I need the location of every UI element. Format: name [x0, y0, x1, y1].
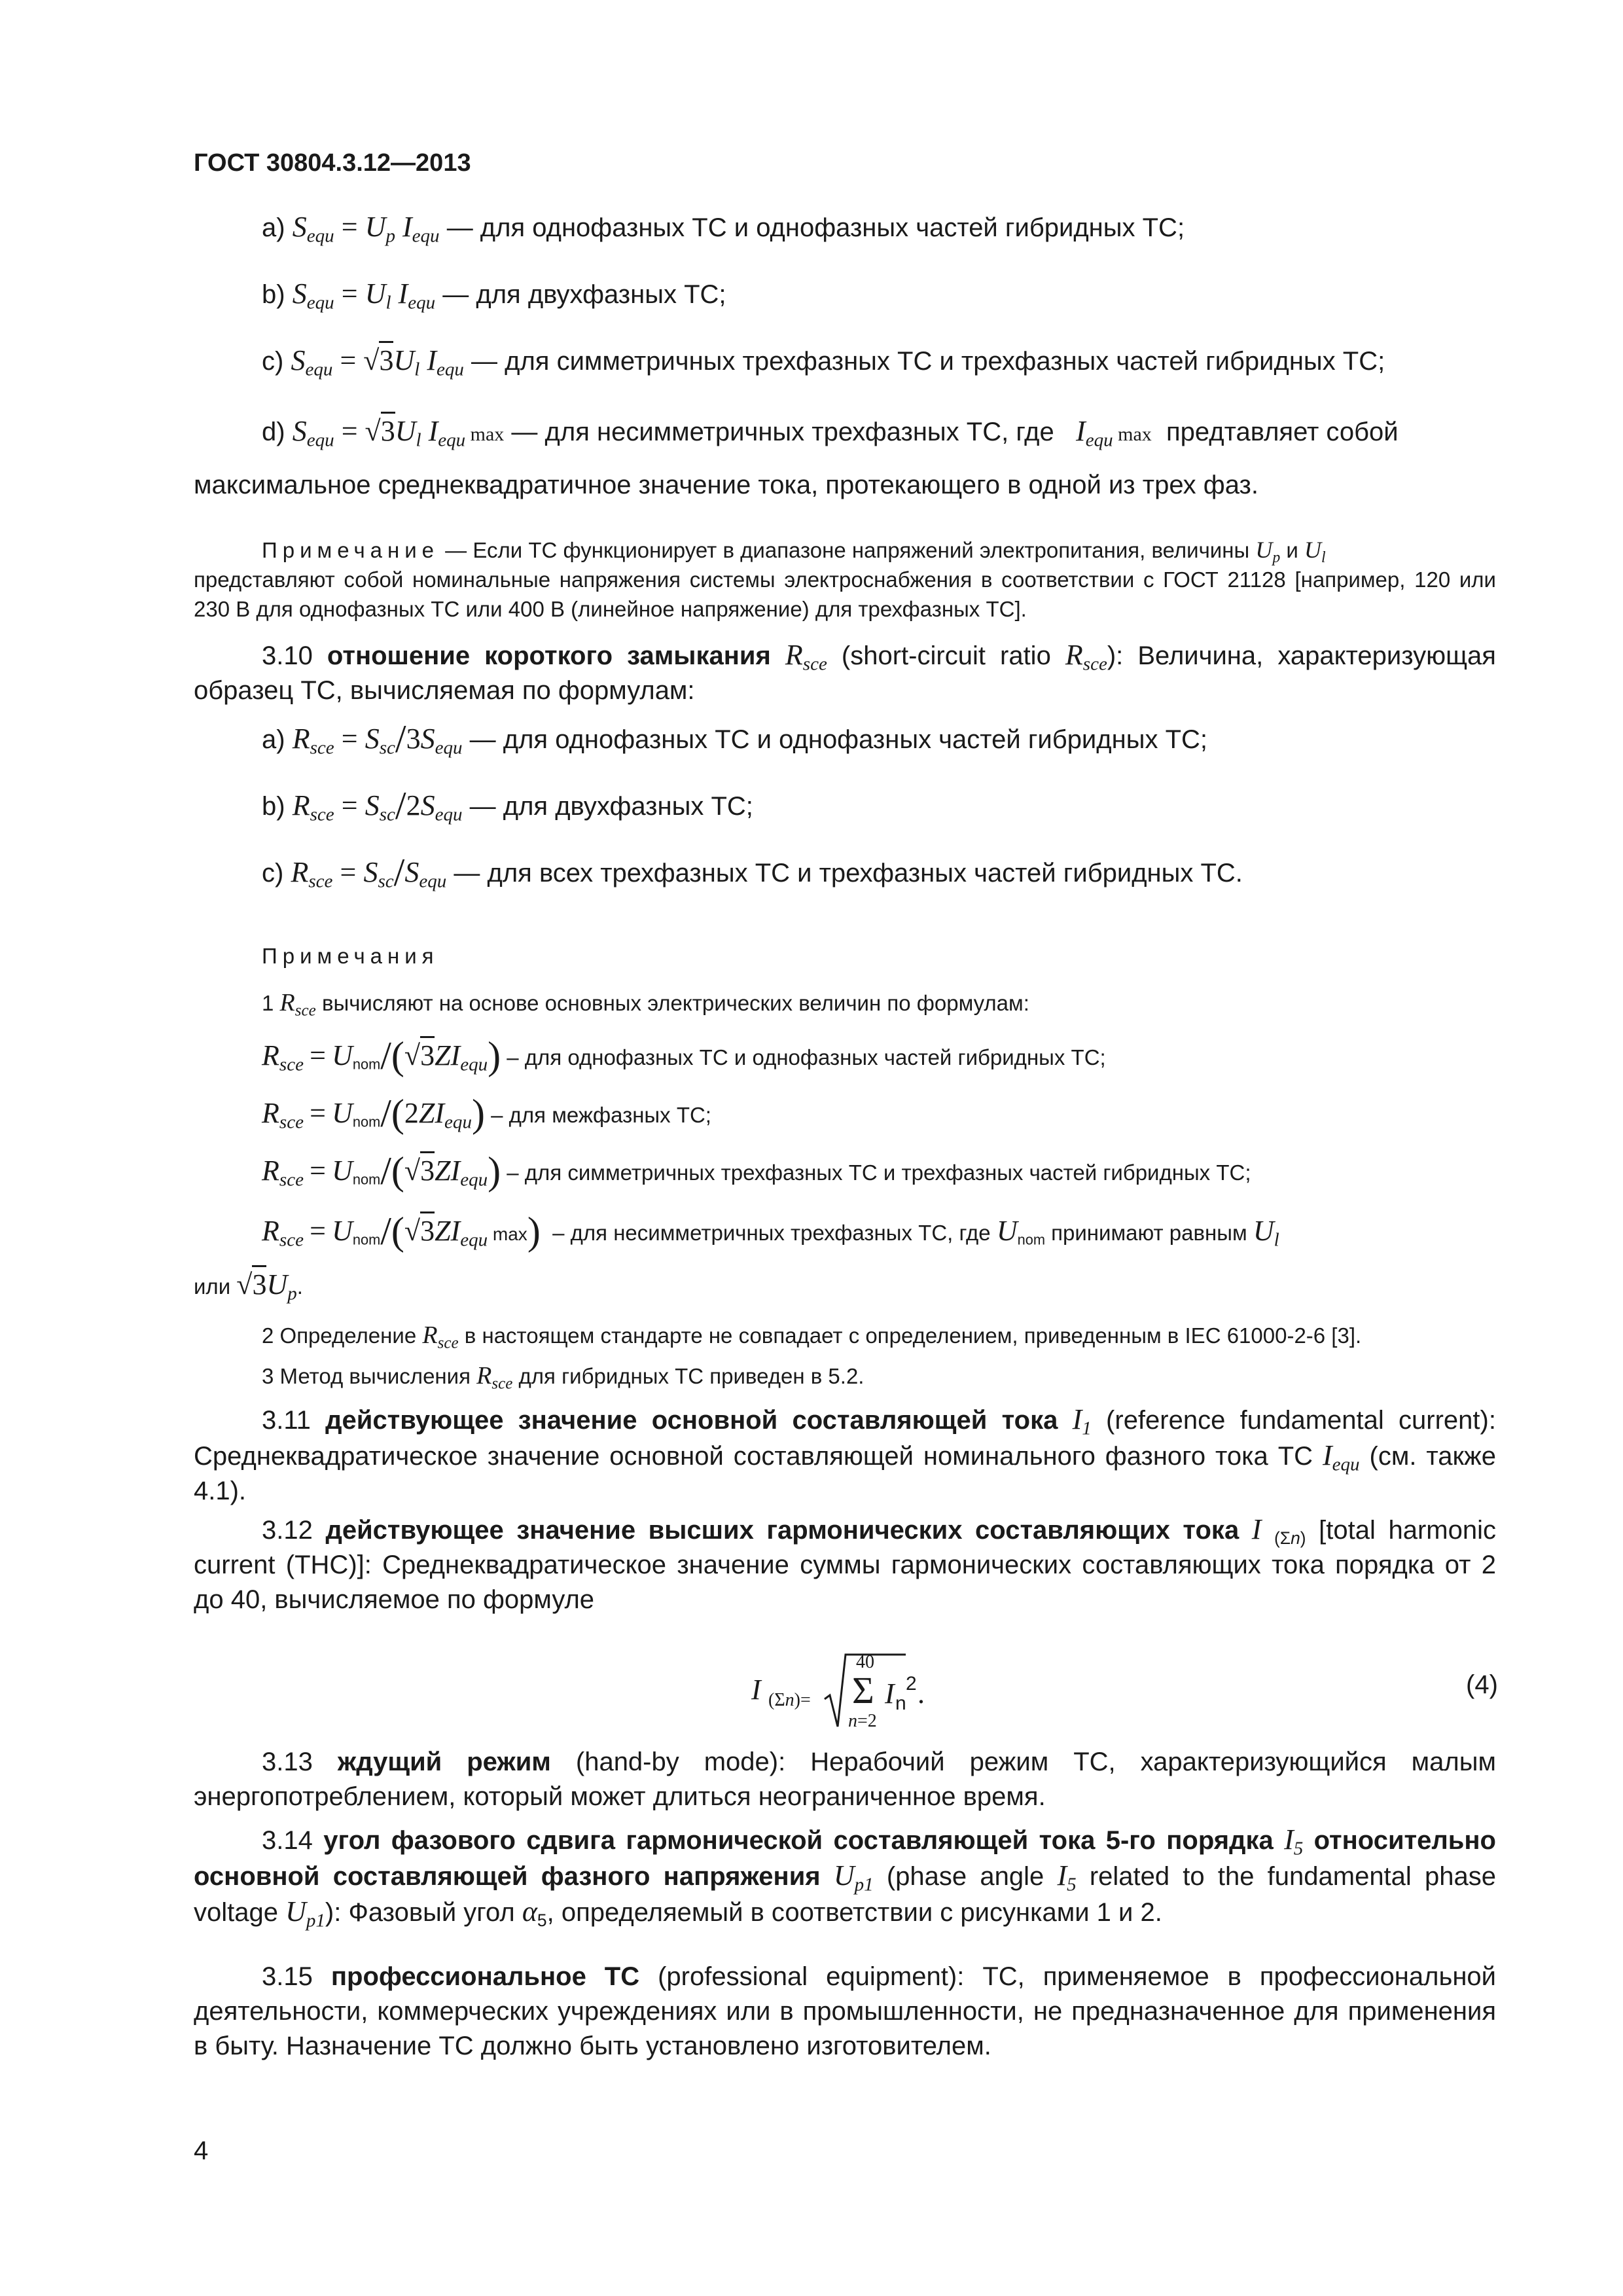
formula-r-c: c) $R_{sce} = S_{sc}/S_{equ}$ — для всех трехфазных ТС и трехфазных частей гибридных ТС. — [262, 851, 1243, 894]
svg-text:40: 40 — [856, 1652, 874, 1672]
section-3-14: 3.14 угол фазового сдвига гармонической составляющей тока 5-го порядка $I_5$ относительно основной составляющей фазного напряжения $U_{p1}$ (phase angle $I_5$ related to the fundamental phase voltage $U_{p1}$): Фазовый угол $\alpha_5$, определяемый в соответствии с рисунками 1 и 2. — [194, 1823, 1496, 1931]
term-3-14: угол фазового сдвига гармонической составляющей тока 5-го порядка — [323, 1826, 1274, 1855]
svg-text:n: n — [895, 1693, 906, 1714]
equation-4-number: (4) — [1466, 1670, 1498, 1699]
formula-r-b: b) $R_{sce} = S_{sc}/2S_{equ}$ — для двухфазных ТС; — [262, 784, 753, 827]
term-3-11: действующее значение основной составляющей тока — [325, 1406, 1058, 1435]
section-3-13: 3.13 ждущий режим (hand-by mode): Нерабочий режим ТС, характеризующийся малым энергопотреблением, который может длиться неограниченное время. — [194, 1748, 1496, 1811]
note-3: 3 Метод вычисления $R_{sce}$ для гибридных ТС приведен в 5.2. — [262, 1362, 865, 1393]
svg-text:I: I — [885, 1677, 895, 1710]
term-3-13: ждущий режим — [337, 1748, 551, 1776]
svg-text:(Σn)=: (Σn)= — [768, 1690, 811, 1710]
formula-d: d) $S_{equ} = √3U_l$ $I_{equ}$ max — для несимметричных трехфазных ТС, где $I_{equ}$ max предтавляет собой — [262, 415, 1496, 451]
term-3-12: действующее значение высших гармонических составляющих тока — [325, 1516, 1240, 1545]
term-3-10: отношение короткого замыкания — [327, 641, 771, 670]
svg-text:I: I — [751, 1674, 761, 1706]
formula-d-text: — для несимметричных трехфазных ТС, где — [511, 418, 1054, 446]
running-header: ГОСТ 30804.3.12—2013 — [194, 149, 471, 177]
section-3-15: 3.15 профессиональное ТС (professional equipment): ТС, применяемое в профессиональной деятельности, коммерческих учреждениях или в промышленности, не предназначенное для применения в быту. Назначение ТС должно быть установлено изготовителем. — [194, 1962, 1496, 2060]
paragraph-d-continuation: максимальное среднеквадратичное значение тока, протекающего в одной из трех фаз. — [194, 471, 1258, 499]
section-3-12: 3.12 действующее значение высших гармонических составляющих тока I $_{(\Sigma n)}$ [total harmonic current (THC)]: Среднеквадратическое значение суммы гармонических составляющих тока порядка от 2 до 40, вычисляемое по формуле — [194, 1513, 1496, 1614]
svg-text:Σ: Σ — [852, 1669, 874, 1712]
note-1: 1 $R_{sce}$ вычисляют на основе основных электрических величин по формулам: — [262, 989, 1029, 1020]
note-label: Примечание — [262, 538, 440, 562]
term-3-15: профессиональное ТС — [330, 1962, 640, 1991]
page-number: 4 — [194, 2136, 209, 2165]
formula-c: c) $S_{equ} = √3U_l$ $I_{equ}$ — для симметричных трехфазных ТС и трехфазных частей гибридных ТС; — [262, 344, 1385, 378]
note-formula-1: $R_{sce} = U_{nom}/(√3ZI_{equ})$ – для однофазных ТС и однофазных частей гибридных ТС; — [262, 1034, 1106, 1077]
formula-c-text: — для симметричных трехфазных ТС и трехфазных частей гибридных ТС; — [471, 347, 1385, 376]
note-formula-3: $R_{sce} = U_{nom}/(√3ZI_{equ})$ – для симметричных трехфазных ТС и трехфазных частей гибридных ТС; — [262, 1149, 1251, 1193]
svg-text:.: . — [918, 1677, 925, 1710]
note-2: 2 Определение $R_{sce}$ в настоящем стандарте не совпадает с определением, приведенным в IEC 61000-2-6 [3]. — [262, 1321, 1362, 1352]
note-voltage-cont: представляют собой номинальные напряжения системы электроснабжения в соответствии с ГОСТ 21128 [например, 120 или 230 В для однофазных ТС или 400 В (линейное напряжение) для трехфазных ТС]. — [194, 567, 1496, 621]
formula-b-text: — для двухфазных ТС; — [442, 280, 726, 309]
formula-a-text: — для однофазных ТС и однофазных частей гибридных ТС; — [446, 213, 1185, 242]
formula-d-text2: предтавляет собой — [1166, 418, 1399, 446]
formula-r-a: a) $R_{sce} = S_{sc}/3S_{equ}$ — для однофазных ТС и однофазных частей гибридных ТС; — [262, 717, 1208, 761]
note-formula-4: $R_{sce} = U_{nom}/(√3ZI_{equ}$ max) – для несимметричных трехфазных ТС, где $U_{nom}$ принимают равным $U_l$ — [262, 1210, 1279, 1253]
notes-label: Примечания — [262, 944, 439, 968]
equation-4 — [746, 1643, 995, 1741]
note-formula-4-cont: или $√3U_p$. — [194, 1270, 303, 1301]
formula-a: a) $S_{equ} = U_p$ $I_{equ}$ — для однофазных ТС и однофазных частей гибридных ТС; — [262, 211, 1185, 247]
equation-4-graphic — [746, 1643, 995, 1734]
note-voltage: Примечание — Если ТС функционирует в диапазоне напряжений электропитания, величины $U_p$ и $U_l$ — [262, 537, 1326, 567]
formula-b: b) $S_{equ} = U_l$ $I_{equ}$ — для двухфазных ТС; — [262, 278, 726, 314]
section-3-11: 3.11 действующее значение основной составляющей тока $I_1$ (reference fundamental current): Среднеквадратическое значение основной составляющей номинального фазного тока ТС $I_{equ}$ (см. также 4.1). — [194, 1403, 1496, 1505]
note-formula-2: $R_{sce} = U_{nom}/(2ZI_{equ})$ – для межфазных ТС; — [262, 1092, 711, 1135]
svg-text:2: 2 — [906, 1673, 917, 1695]
svg-text:n=2: n=2 — [848, 1711, 877, 1731]
section-3-10: 3.10 отношение короткого замыкания $R_{sce}$ (short-circuit ratio $R_{sce}$): Величина, характеризующая образец ТС, вычисляемая по формулам: — [194, 639, 1496, 705]
